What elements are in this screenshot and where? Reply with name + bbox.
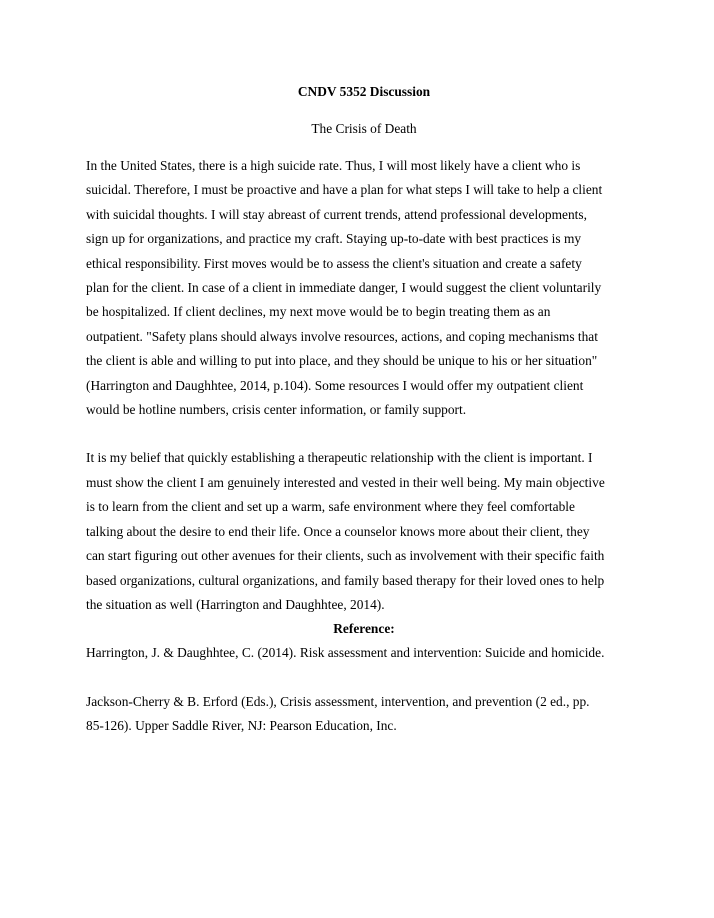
paragraph-line: the client is able and willing to put into place, and they should be unique to his or her situation" <box>86 353 598 369</box>
reference-entry-1: Harrington, J. & Daughhtee, C. (2014). Risk assessment and intervention: Suicide and homicide. <box>86 645 605 661</box>
paragraph-1 <box>86 154 642 422</box>
reference-line: Jackson-Cherry & B. Erford (Eds.), Crisis assessment, intervention, and prevention (2 ed., pp. <box>86 693 590 709</box>
paragraph-line: plan for the client. In case of a client in immediate danger, I would suggest the client voluntarily <box>86 280 602 296</box>
paragraph-line: outpatient. "Safety plans should always involve resources, actions, and coping mechanisms that <box>86 328 598 344</box>
document-body <box>86 82 642 739</box>
paragraph-line: sign up for organizations, and practice my craft. Staying up-to-date with best practices is my <box>86 231 582 247</box>
document-title: CNDV 5352 Discussion <box>297 84 431 99</box>
paragraph-line: ethical responsibility. First moves would be to assess the client's situation and create a safety <box>86 255 582 271</box>
document-subtitle: The Crisis of Death <box>311 121 417 136</box>
paragraph-2 <box>86 446 642 617</box>
paragraph-line: (Harrington and Daughhtee, 2014, p.104). Some resources I would offer my outpatient client <box>86 377 584 393</box>
paragraph-line: It is my belief that quickly establishing a therapeutic relationship with the client is important. I <box>86 450 593 466</box>
reference-heading: Reference: <box>333 621 395 637</box>
paragraph-line: In the United States, there is a high suicide rate. Thus, I will most likely have a client who is <box>86 158 581 173</box>
paragraph-line: the situation as well (Harrington and Daughhtee, 2014). <box>86 596 385 612</box>
reference-entry-2 <box>86 690 642 739</box>
paragraph-line: be hospitalized. If client declines, my next move would be to begin treating them as an <box>86 304 551 320</box>
paragraph-line: suicidal. Therefore, I must be proactive and have a plan for what steps I will take to help a client <box>86 182 603 198</box>
reference-line: 85-126). Upper Saddle River, NJ: Pearson Education, Inc. <box>86 718 397 734</box>
paragraph-line: can start figuring out other avenues for their clients, such as involvement with their specific faith <box>86 548 605 564</box>
paragraph-line: with suicidal thoughts. I will stay abreast of current trends, attend professional developments, <box>86 206 587 222</box>
paragraph-line: talking about the desire to end their life. Once a counselor knows more about their client, they <box>86 523 590 539</box>
paragraph-line: would be hotline numbers, crisis center information, or family support. <box>86 402 467 418</box>
paragraph-line: must show the client I am genuinely interested and vested in their well being. My main objective <box>86 474 605 490</box>
paragraph-line: is to learn from the client and set up a warm, safe environment where they feel comfortable <box>86 499 575 515</box>
paragraph-line: based organizations, cultural organizations, and family based therapy for their loved ones to help <box>86 572 605 588</box>
